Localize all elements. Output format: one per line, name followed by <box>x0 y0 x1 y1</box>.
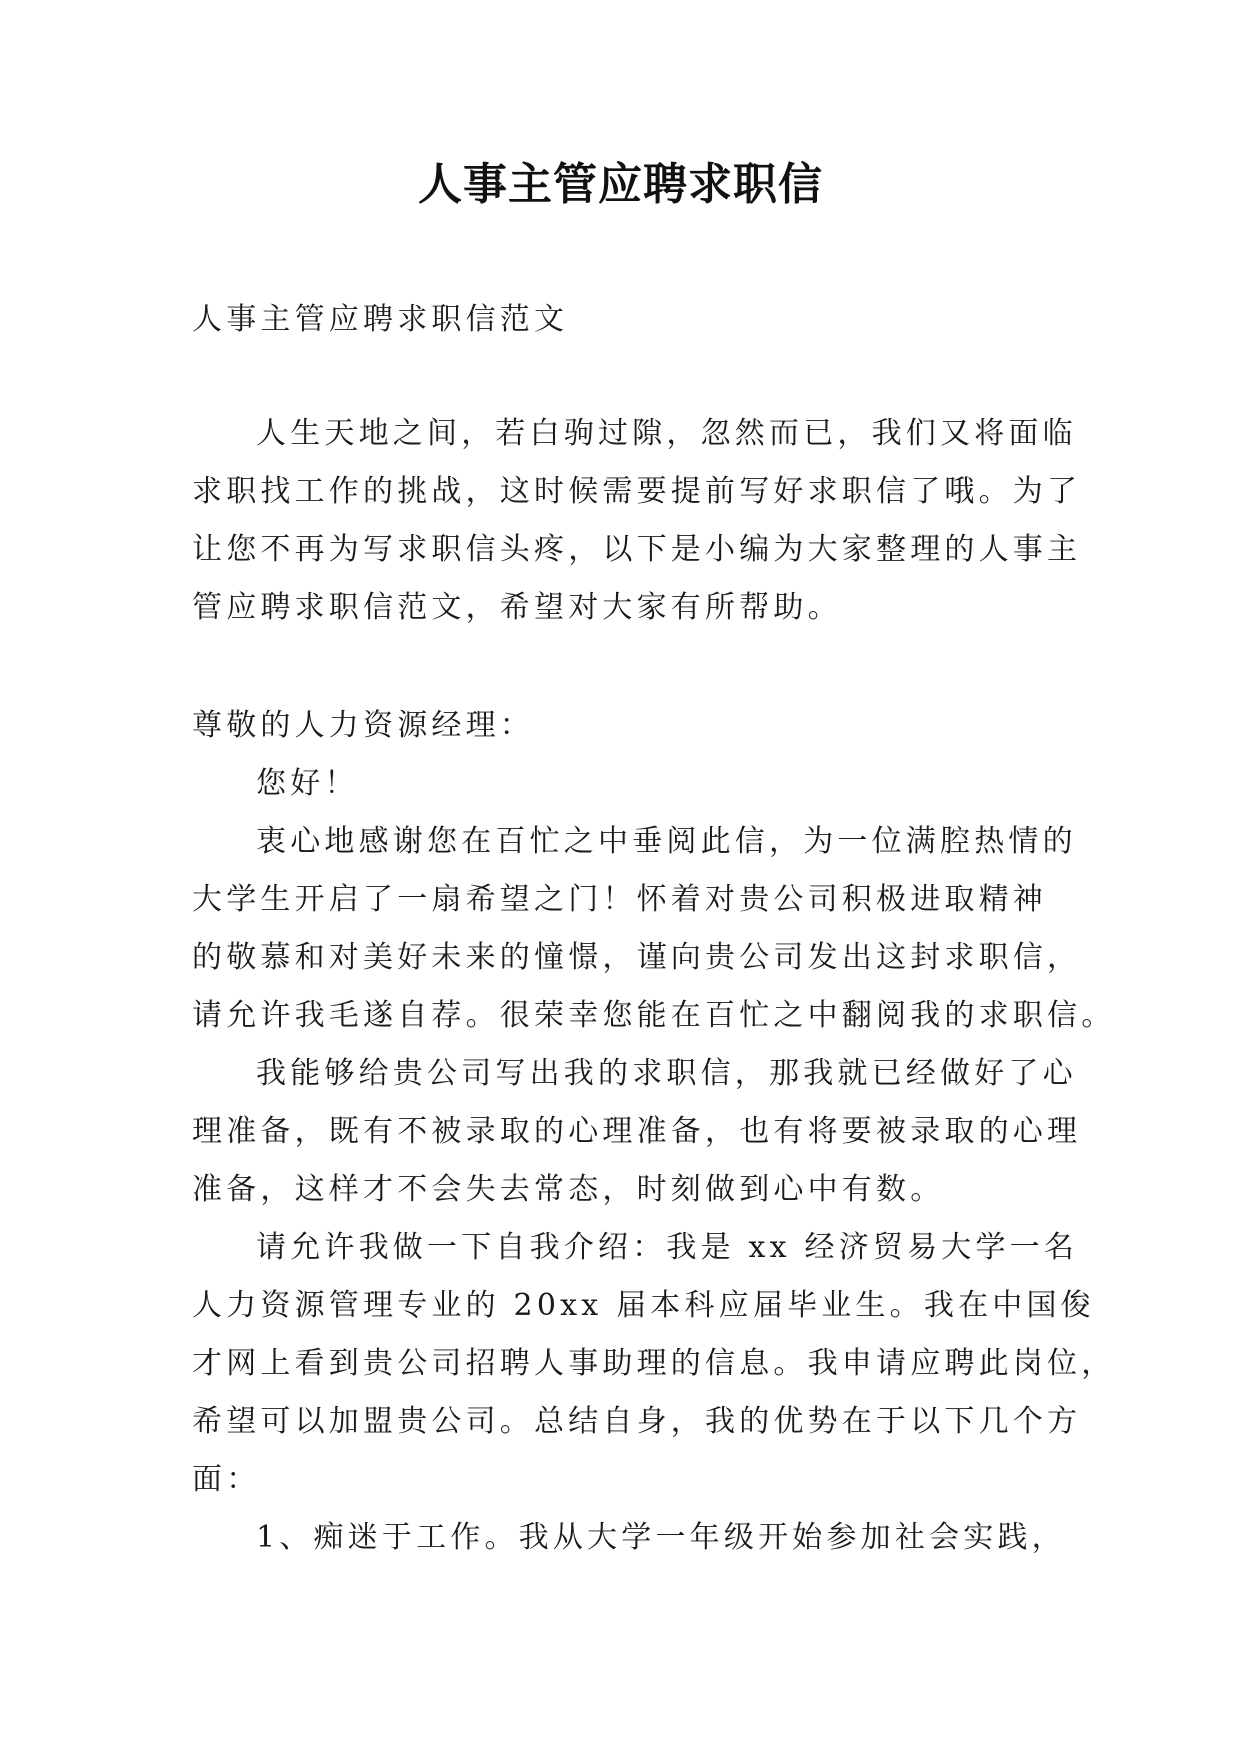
intro-paragraph <box>192 405 1082 637</box>
letter-line: 请允许我毛遂自荐。很荣幸您能在百忙之中翻阅我的求职信。 <box>192 998 1116 1033</box>
intro-line: 管应聘求职信范文，希望对大家有所帮助。 <box>192 590 842 625</box>
letter-line: 大学生开启了一扇希望之门！怀着对贵公司积极进取精神 <box>192 882 1047 917</box>
letter-salutation: 尊敬的人力资源经理： <box>192 708 534 743</box>
letter-line: 衷心地感谢您在百忙之中垂阅此信，为一位满腔热情的 <box>256 824 1077 859</box>
letter-line: 面： <box>192 1462 261 1497</box>
letter-body <box>192 697 1116 1567</box>
letter-greeting: 您好！ <box>256 766 359 801</box>
intro-line: 让您不再为写求职信头疼，以下是小编为大家整理的人事主 <box>192 532 1082 567</box>
letter-line: 我能够给贵公司写出我的求职信，那我就已经做好了心 <box>256 1056 1077 1091</box>
letter-line: 1、痴迷于工作。我从大学一年级开始参加社会实践， <box>256 1520 1066 1555</box>
letter-line: 请允许我做一下自我介绍：我是 xx 经济贸易大学一名 <box>256 1230 1079 1265</box>
document-subtitle <box>192 291 1062 349</box>
letter-line: 人力资源管理专业的 20xx 届本科应届毕业生。我在中国俊 <box>192 1288 1095 1323</box>
letter-line: 的敬慕和对美好未来的憧憬，谨向贵公司发出这封求职信， <box>192 940 1082 975</box>
intro-line: 人生天地之间，若白驹过隙，忽然而已，我们又将面临 <box>256 416 1077 451</box>
letter-line: 希望可以加盟贵公司。总结自身，我的优势在于以下几个方 <box>192 1404 1082 1439</box>
letter-line: 理准备，既有不被录取的心理准备，也有将要被录取的心理 <box>192 1114 1082 1149</box>
intro-line: 求职找工作的挑战，这时候需要提前写好求职信了哦。为了 <box>192 474 1082 509</box>
letter-line: 才网上看到贵公司招聘人事助理的信息。我申请应聘此岗位， <box>192 1346 1116 1381</box>
document-title: 人事主管应聘求职信 <box>418 159 823 210</box>
letter-line: 准备，这样才不会失去常态，时刻做到心中有数。 <box>192 1172 945 1207</box>
subtitle-line: 人事主管应聘求职信范文 <box>192 302 569 337</box>
